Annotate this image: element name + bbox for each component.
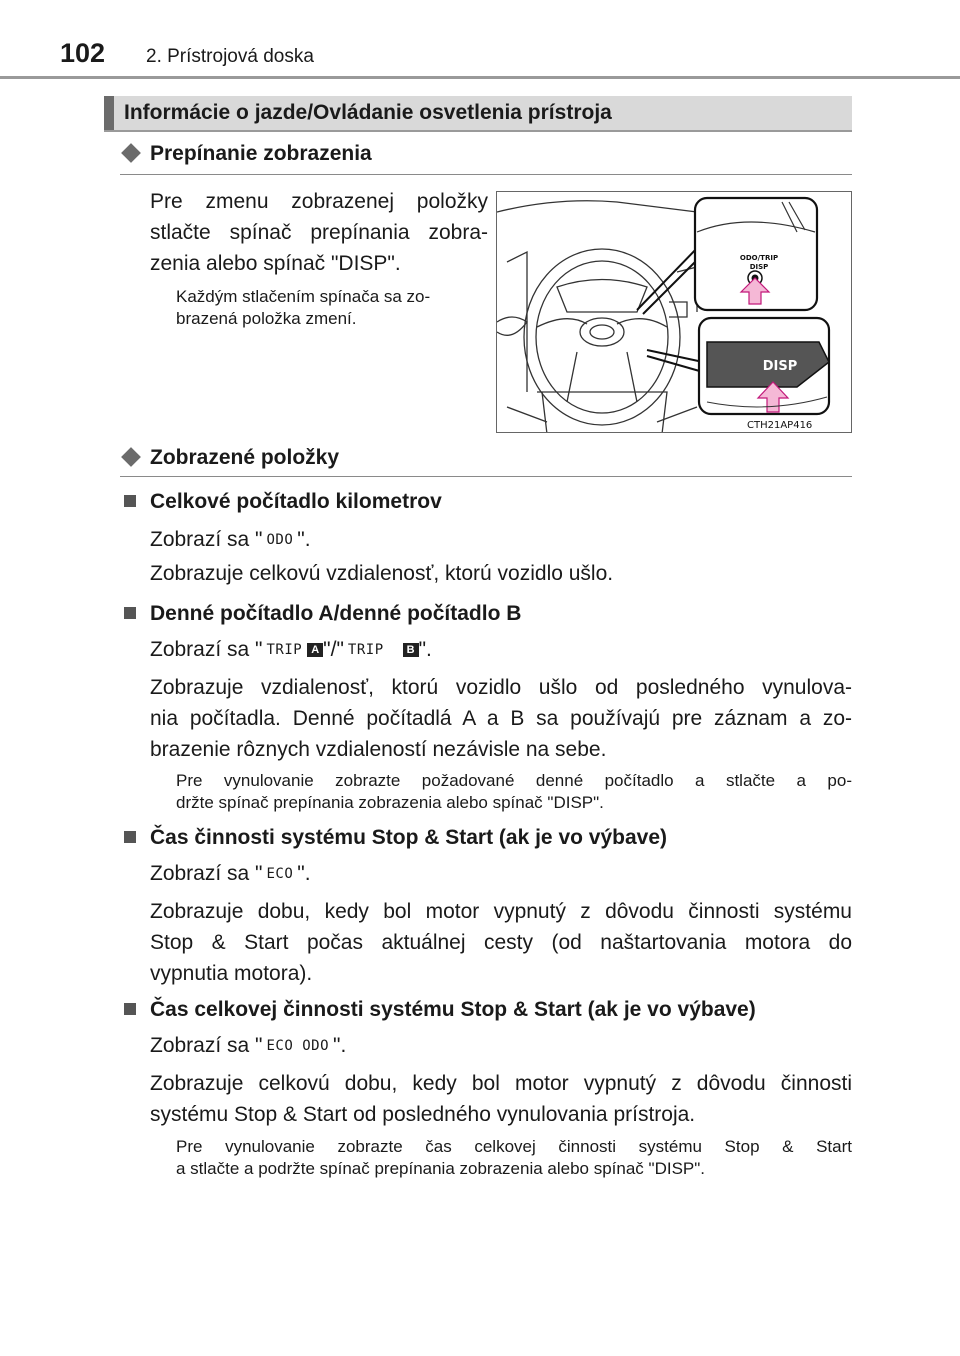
desc-line: systému Stop & Start od posledného vynulovania prístroja. xyxy=(150,1103,696,1126)
subsection-title-switching xyxy=(120,142,372,166)
subsection-rule xyxy=(120,174,852,175)
display-prefix: Zobrazí sa " xyxy=(150,1034,263,1057)
item-heading-text: Čas činnosti systému Stop & Start (ak je vo výbave) xyxy=(150,826,668,849)
square-bullet-icon xyxy=(124,831,136,843)
note-line: držte spínač prepínania zobrazenia alebo spínač "DISP". xyxy=(176,793,604,812)
note-line: Pre vynulovanie zobrazte čas celkovej činnosti systému Stop & Start xyxy=(176,1137,852,1156)
disp-small-label: DISP xyxy=(749,263,769,271)
display-prefix: Zobrazí sa " xyxy=(150,638,263,661)
item-display-line xyxy=(150,638,432,662)
display-suffix: ". xyxy=(297,528,311,551)
display-suffix: ". xyxy=(297,862,311,885)
square-bullet-icon xyxy=(124,495,136,507)
item-display-line xyxy=(150,528,311,552)
body-line: zenia alebo spínač "DISP". xyxy=(150,252,401,275)
item-description xyxy=(150,1068,852,1130)
body-line: stlačte spínač prepínania zobra- xyxy=(150,221,488,244)
display-suffix: ". xyxy=(333,1034,347,1057)
display-separator: "/" xyxy=(323,638,344,661)
desc-line: vypnutia motora). xyxy=(150,962,313,985)
item-description xyxy=(150,672,852,765)
display-suffix: ". xyxy=(418,638,432,661)
trip-indicator: TRIP xyxy=(347,642,384,659)
item-heading-stop-start-total xyxy=(124,998,756,1022)
subsection-title-text: Zobrazené položky xyxy=(150,446,340,469)
figure-code: CTH21AP416 xyxy=(747,420,813,431)
desc-line: Zobrazuje dobu, kedy bol motor vypnutý z dôvodu činnosti systému xyxy=(150,900,852,923)
steering-wheel-illustration xyxy=(496,191,852,433)
disp-button-label: DISP xyxy=(762,359,798,374)
item-display-line xyxy=(150,862,311,886)
item-heading-text: Denné počítadlo A/denné počítadlo B xyxy=(150,602,522,625)
steering-wheel-drawing xyxy=(497,192,852,433)
section-rule xyxy=(104,130,852,132)
square-bullet-icon xyxy=(124,607,136,619)
item-description: Zobrazuje celkovú vzdialenosť, ktorú vozidlo ušlo. xyxy=(150,562,614,585)
desc-line: Zobrazuje vzdialenosť, ktorú vozidlo ušlo od posledného vynulova- xyxy=(150,676,852,699)
trip-a-badge: A xyxy=(307,643,323,657)
desc-line: Stop & Start počas aktuálnej cesty (od naštartovania motora do xyxy=(150,931,852,954)
odo-indicator: ODO xyxy=(266,532,294,549)
item-heading-trip xyxy=(124,602,521,626)
diamond-bullet-icon xyxy=(121,448,141,468)
item-heading-text: Čas celkovej činnosti systému Stop & Start (ak je vo výbave) xyxy=(150,998,756,1021)
item-heading-odometer xyxy=(124,490,442,514)
body-line: Pre zmenu zobrazenej položky xyxy=(150,190,488,213)
item-description xyxy=(150,896,852,989)
display-prefix: Zobrazí sa " xyxy=(150,528,263,551)
switching-body xyxy=(150,186,488,279)
trip-indicator: TRIP xyxy=(266,642,303,659)
subsection-rule xyxy=(120,476,852,477)
item-heading-text: Celkové počítadlo kilometrov xyxy=(150,490,442,513)
desc-line: nia počítadla. Denné počítadlá A a B sa používajú pre záznam a zo- xyxy=(150,707,852,730)
eco-indicator: ECO xyxy=(266,866,294,883)
header-rule xyxy=(0,76,960,79)
eco-odo-indicator: ECO ODO xyxy=(266,1038,330,1055)
desc-line: Zobrazuje celkovú dobu, kedy bol motor vypnutý z dôvodu činnosti xyxy=(150,1072,852,1095)
diamond-bullet-icon xyxy=(121,144,141,164)
note-line: a stlačte a podržte spínač prepínania zobrazenia alebo spínač "DISP". xyxy=(176,1159,706,1178)
display-prefix: Zobrazí sa " xyxy=(150,862,263,885)
item-note xyxy=(176,770,852,814)
note-line: Každým stlačením spínača sa zo- xyxy=(176,287,431,306)
section-header-edge xyxy=(104,96,114,130)
page-number: 102 xyxy=(60,38,106,68)
switching-note xyxy=(176,286,488,330)
item-display-line xyxy=(150,1034,346,1058)
item-note xyxy=(176,1136,852,1180)
chapter-title: 2. Prístrojová doska xyxy=(146,46,314,67)
note-line: Pre vynulovanie zobrazte požadované denné počítadlo a stlačte a po- xyxy=(176,771,852,790)
section-title: Informácie o jazde/Ovládanie osvetlenia prístroja xyxy=(124,101,612,124)
trip-b-badge: B xyxy=(403,643,419,657)
item-heading-stop-start xyxy=(124,826,667,850)
odo-trip-label: ODO/TRIP xyxy=(739,254,779,262)
section-header xyxy=(104,96,852,130)
desc-line: brazenie rôznych vzdialeností nezávisle na sebe. xyxy=(150,738,607,761)
note-line: brazená položka zmení. xyxy=(176,309,357,328)
square-bullet-icon xyxy=(124,1003,136,1015)
subsection-title-text: Prepínanie zobrazenia xyxy=(150,142,372,165)
subsection-title-items xyxy=(120,446,339,470)
